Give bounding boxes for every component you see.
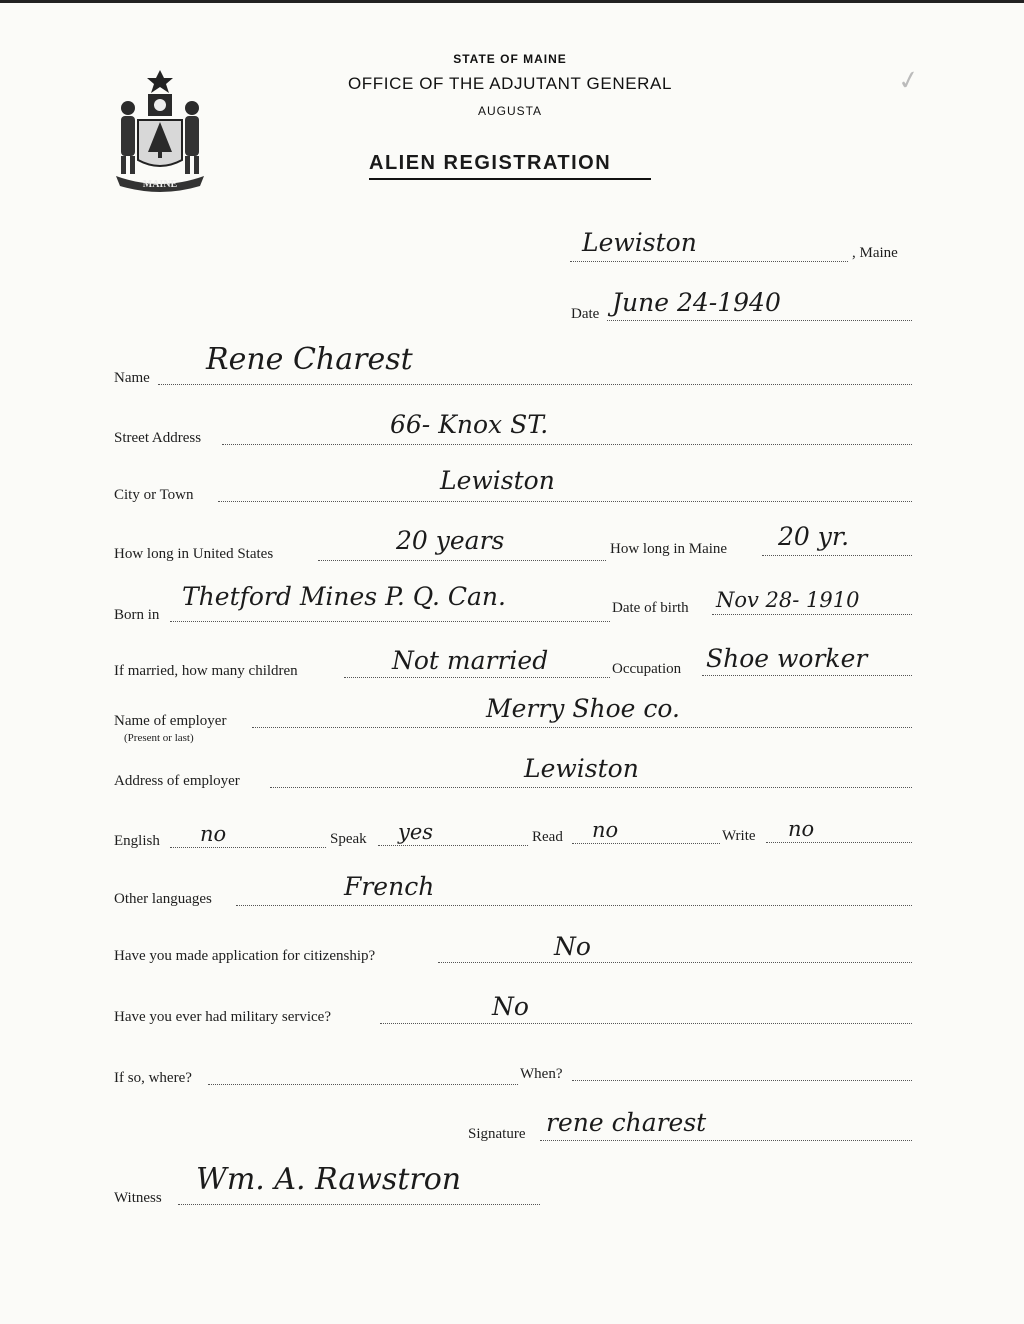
other-languages-label: Other languages xyxy=(114,891,212,907)
citizenship-value[interactable]: No xyxy=(554,932,591,961)
svg-text:MAINE: MAINE xyxy=(142,179,178,190)
other-languages-value[interactable]: French xyxy=(344,872,435,901)
write-label: Write xyxy=(722,828,756,844)
date-value[interactable]: June 24-1940 xyxy=(612,288,781,317)
how-long-us-value[interactable]: 20 years xyxy=(396,526,505,555)
military-line xyxy=(380,1023,912,1024)
street-line xyxy=(222,444,912,445)
date-label: Date xyxy=(571,306,600,322)
speak-label: Speak xyxy=(330,831,367,847)
witness-label: Witness xyxy=(114,1190,162,1206)
when-line[interactable] xyxy=(572,1080,912,1081)
citizenship-line xyxy=(438,962,912,963)
speak-line xyxy=(378,845,528,846)
maine-seal-icon xyxy=(108,68,212,194)
occupation-label: Occupation xyxy=(612,661,682,677)
witness-value[interactable]: Wm. A. Rawstron xyxy=(196,1162,462,1197)
military-value[interactable]: No xyxy=(492,992,529,1021)
street-value[interactable]: 66- Knox ST. xyxy=(390,410,549,439)
city-value[interactable]: Lewiston xyxy=(440,466,555,495)
citizenship-label: Have you made application for citizenship? xyxy=(114,948,376,964)
state-heading: STATE OF MAINE xyxy=(453,52,567,66)
name-value[interactable]: Rene Charest xyxy=(206,342,413,377)
date-line xyxy=(607,320,912,321)
city-line xyxy=(218,501,912,502)
read-label: Read xyxy=(532,829,563,845)
how-long-maine-value[interactable]: 20 yr. xyxy=(778,522,850,551)
form-title: ALIEN REGISTRATION xyxy=(369,152,612,174)
employer-address-line xyxy=(270,787,912,788)
employer-note: (Present or last) xyxy=(124,732,194,744)
employer-line xyxy=(252,727,912,728)
speak-value[interactable]: yes xyxy=(398,820,434,844)
employer-value[interactable]: Merry Shoe co. xyxy=(486,694,680,723)
occupation-line xyxy=(702,675,912,676)
name-label: Name xyxy=(114,370,150,386)
occupation-value[interactable]: Shoe worker xyxy=(706,644,868,673)
english-label: English xyxy=(114,833,160,849)
employer-label: Name of employer xyxy=(114,713,227,729)
street-label: Street Address xyxy=(114,430,202,446)
witness-line xyxy=(178,1204,540,1205)
write-value[interactable]: no xyxy=(788,817,815,841)
english-line xyxy=(170,847,326,848)
born-in-value[interactable]: Thetford Mines P. Q. Can. xyxy=(182,582,506,611)
when-label: When? xyxy=(520,1066,563,1082)
date-of-birth-label: Date of birth xyxy=(612,600,689,616)
how-long-us-line xyxy=(318,560,606,561)
where-line[interactable] xyxy=(208,1084,518,1085)
married-line xyxy=(344,677,610,678)
children-value[interactable]: Not married xyxy=(392,646,549,675)
office-heading: OFFICE OF THE ADJUTANT GENERAL xyxy=(347,74,673,93)
signature-value[interactable]: rene charest xyxy=(546,1108,707,1137)
signature-line xyxy=(540,1140,912,1141)
signature-label: Signature xyxy=(468,1126,526,1142)
how-long-maine-line xyxy=(762,555,912,556)
maine-label: , Maine xyxy=(852,245,898,261)
where-label: If so, where? xyxy=(114,1070,192,1086)
married-label: If married, how many children xyxy=(114,663,298,679)
check-mark-icon: ✓ xyxy=(895,64,923,97)
name-line xyxy=(158,384,912,385)
employer-address-value[interactable]: Lewiston xyxy=(524,754,639,783)
how-long-us-label: How long in United States xyxy=(114,546,274,562)
place-value[interactable]: Lewiston xyxy=(582,228,697,257)
read-line xyxy=(572,843,720,844)
military-label: Have you ever had military service? xyxy=(114,1009,331,1025)
how-long-maine-label: How long in Maine xyxy=(610,541,728,557)
write-line xyxy=(766,842,912,843)
city-label: City or Town xyxy=(114,487,194,503)
title-underline xyxy=(369,178,651,180)
date-of-birth-value[interactable]: Nov 28- 1910 xyxy=(716,588,860,612)
other-languages-line xyxy=(236,905,912,906)
place-line xyxy=(570,261,848,262)
employer-address-label: Address of employer xyxy=(114,773,240,789)
english-value[interactable]: no xyxy=(200,822,227,846)
born-in-line xyxy=(170,621,610,622)
date-of-birth-line xyxy=(712,614,912,615)
city-heading: AUGUSTA xyxy=(477,104,543,118)
born-in-label: Born in xyxy=(114,607,160,623)
read-value[interactable]: no xyxy=(592,818,619,842)
top-border xyxy=(0,0,1024,3)
